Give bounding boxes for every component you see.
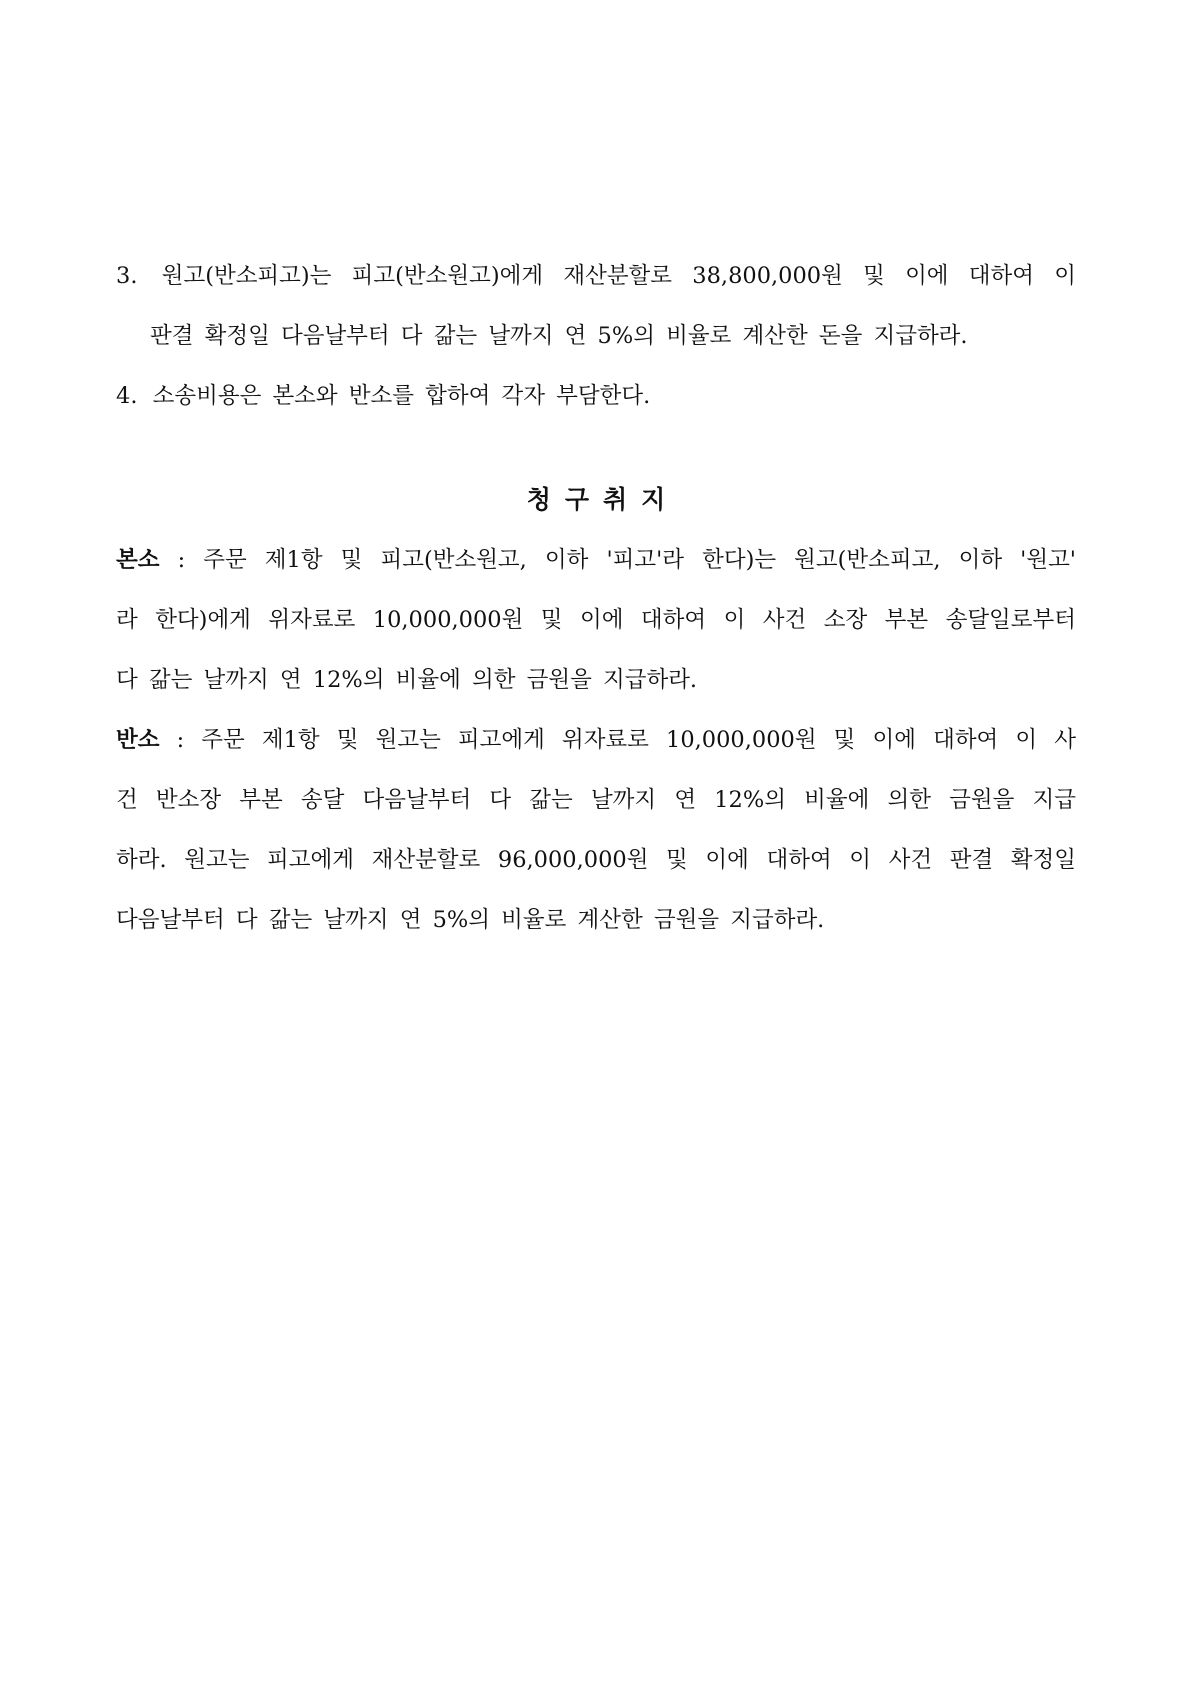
claim-separator: : — [159, 547, 204, 573]
claim-main-line-2: 라 한다)에게 위자료로 10,000,000원 및 이에 대하여 이 사건 소장 부본 송달일로부터 — [116, 607, 1076, 633]
list-item-text: 소송비용은 본소와 반소를 합하여 각자 부담한다. — [152, 383, 651, 409]
claim-main-line-3: 다 갊는 날까지 연 12%의 비율에 의한 금원을 지급하라. — [116, 667, 698, 693]
claim-counter-line-2: 건 반소장 부본 송달 다음날부터 다 갊는 날까지 연 12%의 비율에 의한 금원을 지급 — [116, 787, 1076, 813]
document-body — [116, 246, 1076, 950]
claim-counter-line-3: 하라. 원고는 피고에게 재산분할로 96,000,000원 및 이에 대하여 이 사건 판결 확정일 — [116, 847, 1076, 873]
list-item-3-line-2: 판결 확정일 다음날부터 다 갊는 날까지 연 5%의 비율로 계산한 돈을 지급하라. — [150, 323, 968, 349]
list-number: 3. — [116, 263, 138, 289]
claim-counter-line-1 — [116, 710, 1076, 770]
claim-counter-line-4: 다음날부터 다 갊는 날까지 연 5%의 비율로 계산한 금원을 지급하라. — [116, 907, 825, 933]
claim-text: 주문 제1항 및 피고(반소원고, 이하 '피고'라 한다)는 원고(반소피고, 이하 '원고' — [203, 547, 1076, 573]
section-heading: 청구취지 — [526, 485, 680, 514]
list-number: 4. — [116, 383, 138, 409]
claim-separator: : — [159, 727, 202, 753]
list-item-text: 원고(반소피고)는 피고(반소원고)에게 재산분할로 38,800,000원 및 이에 대하여 이 — [161, 263, 1076, 289]
list-item-3-line-1 — [116, 246, 1076, 306]
claim-text: 주문 제1항 및 원고는 피고에게 위자료로 10,000,000원 및 이에 대하여 이 사 — [201, 727, 1076, 753]
claim-label: 본소 — [116, 547, 160, 573]
claim-main-line-1 — [116, 530, 1076, 590]
list-item-4-line-1 — [116, 366, 1076, 426]
claim-label: 반소 — [116, 727, 160, 753]
